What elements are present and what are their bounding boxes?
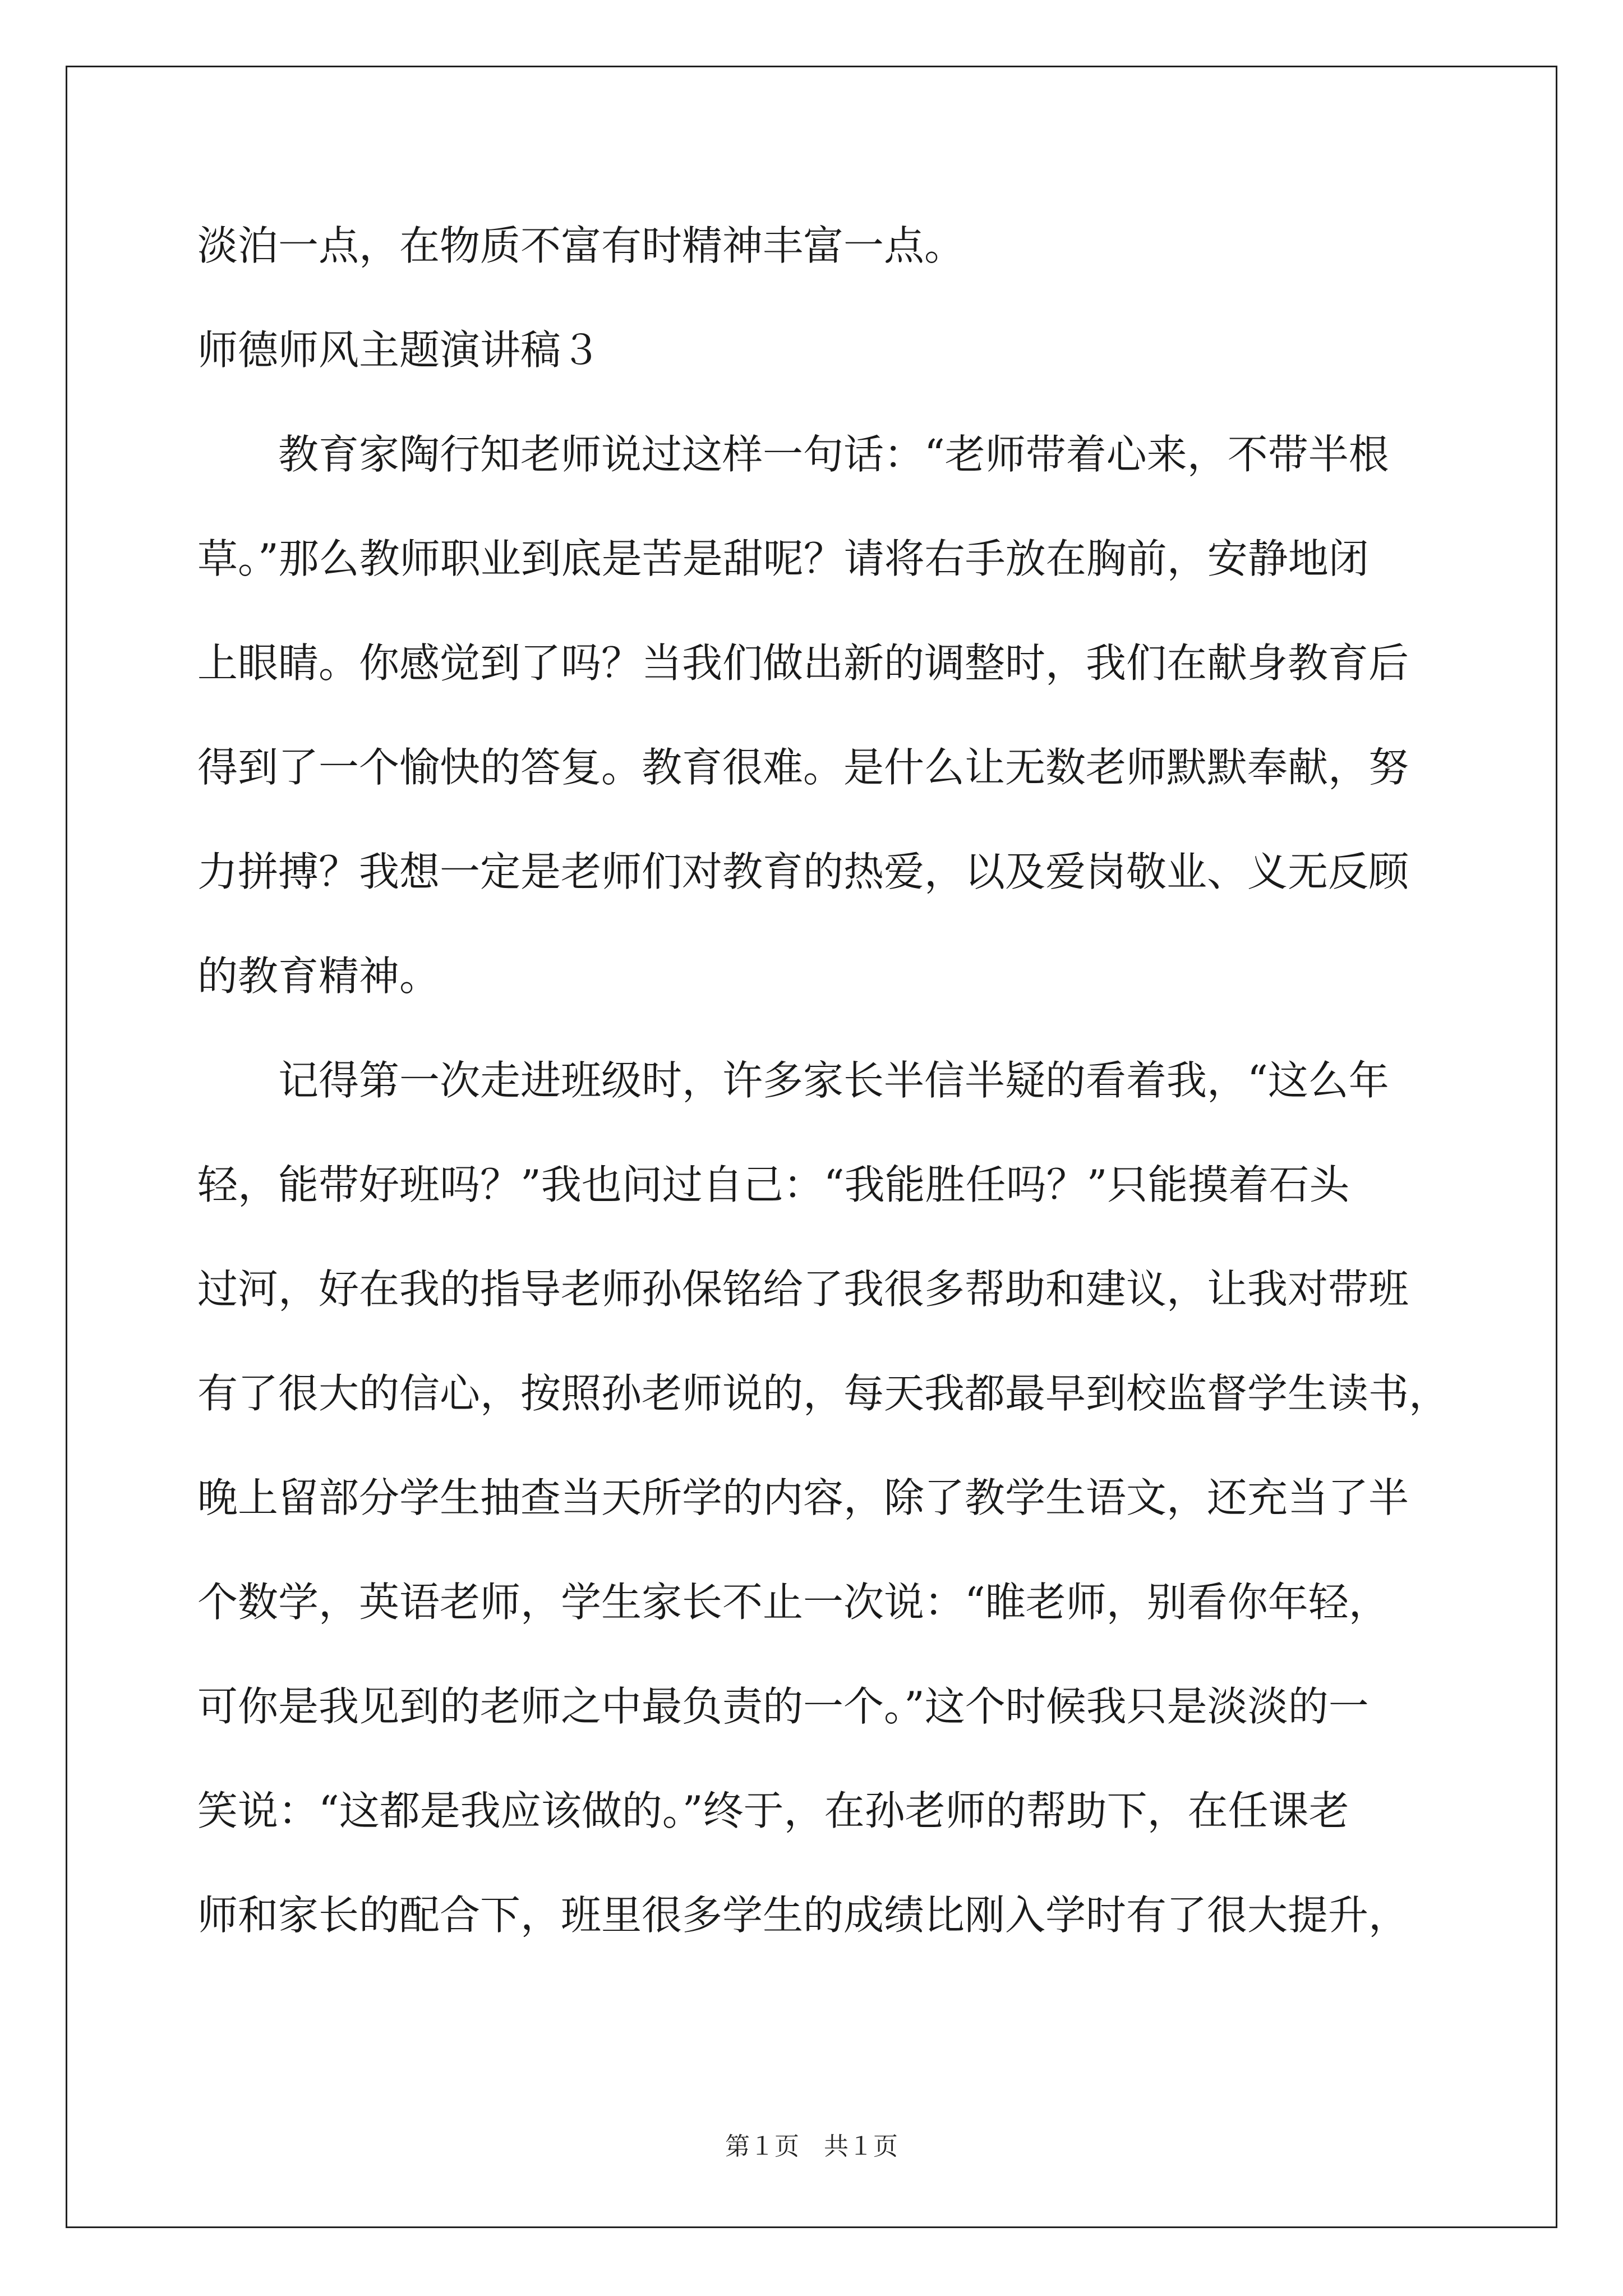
paragraph-line: 笑说：“这都是我应该做的。”终于，在孙老师的帮助下，在任课老 xyxy=(197,1787,1349,1834)
section-heading: 师德师风主题演讲稿３ xyxy=(197,326,602,374)
page-footer: 第１页 共１页 xyxy=(725,2132,898,2161)
paragraph-line: 教育家陶行知老师说过这样一句话：“老师带着心来，不带半根 xyxy=(278,431,1389,478)
paragraph-line: 力拼搏？我想一定是老师们对教育的热爱，以及爱岗敬业、义无反顾 xyxy=(197,848,1409,895)
paragraph-line: 的教育精神。 xyxy=(197,953,440,1000)
paragraph-2 xyxy=(197,1053,1450,1942)
paragraph-line: 得到了一个愉快的答复。教育很难。是什么让无数老师默默奉献，努 xyxy=(197,744,1409,791)
paragraph-line: 个数学，英语老师，学生家长不止一次说：“睢老师，别看你年轻， xyxy=(197,1579,1389,1626)
paragraph-line: 上眼睛。你感觉到了吗？当我们做出新的调整时，我们在献身教育后 xyxy=(197,639,1409,687)
paragraph-line: 记得第一次走进班级时，许多家长半信半疑的看着我，“这么年 xyxy=(278,1057,1389,1104)
paragraph-line: 有了很大的信心，按照孙老师说的，每天我都最早到校监督学生读书， xyxy=(197,1370,1450,1417)
paragraph-line: 过河，好在我的指导老师孙保铭给了我很多帮助和建议，让我对带班 xyxy=(197,1266,1409,1313)
continuation-line: 淡泊一点，在物质不富有时精神丰富一点。 xyxy=(197,222,965,269)
paragraph-line: 师和家长的配合下，班里很多学生的成绩比刚入学时有了很大提升， xyxy=(197,1892,1409,1939)
paragraph-line: 轻，能带好班吗？”我也问过自己：“我能胜任吗？”只能摸着石头 xyxy=(197,1161,1350,1208)
paragraph-1 xyxy=(197,427,1431,1003)
document-body xyxy=(197,219,1450,1993)
paragraph-line: 晚上留部分学生抽查当天所学的内容，除了教学生语文，还充当了半 xyxy=(197,1474,1409,1521)
paragraph-line: 可你是我见到的老师之中最负责的一个。”这个时候我只是淡淡的一 xyxy=(197,1683,1369,1730)
paragraph-line: 草。”那么教师职业到底是苦是甜呢？请将右手放在胸前，安静地闭 xyxy=(197,535,1369,582)
